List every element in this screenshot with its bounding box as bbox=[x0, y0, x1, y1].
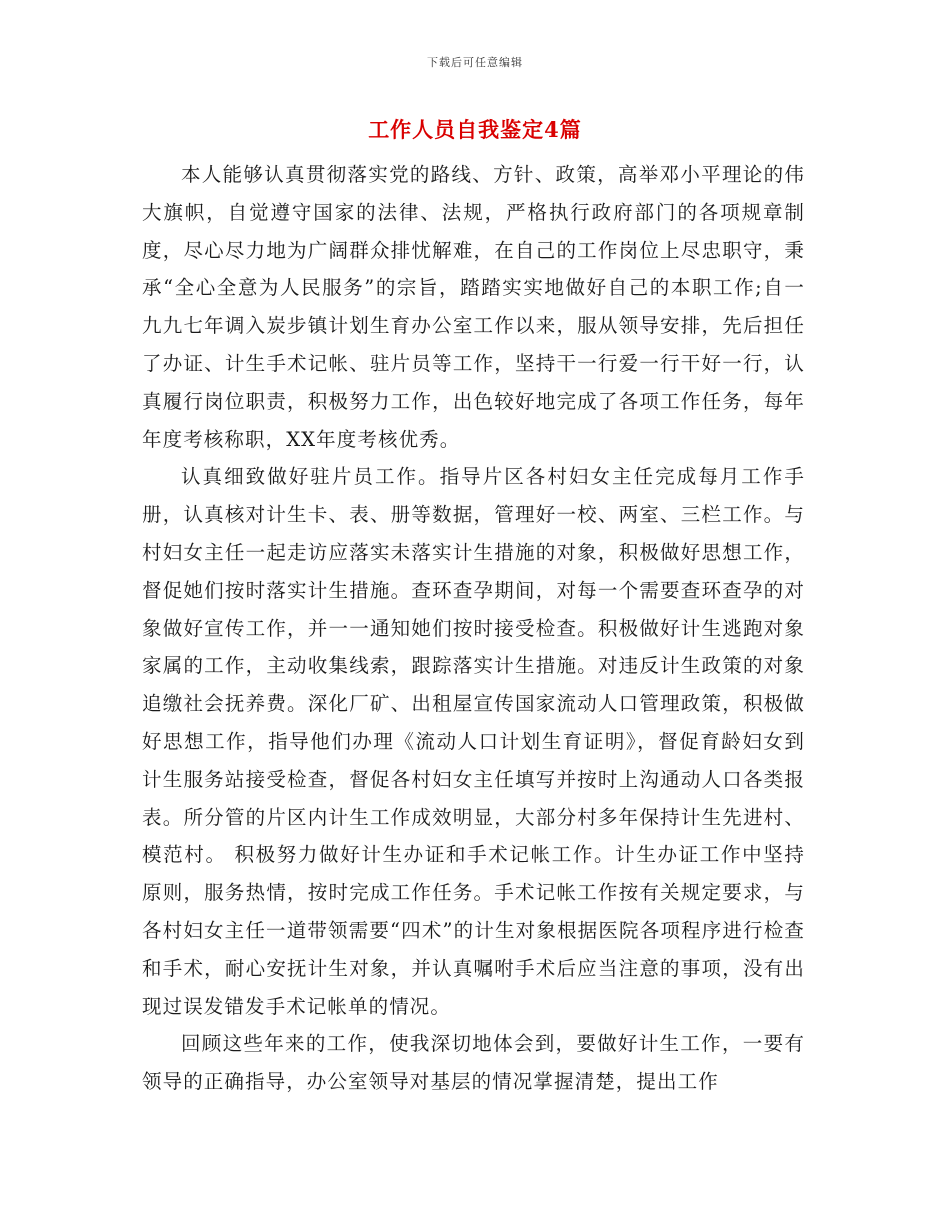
paragraph-1: 本人能够认真贯彻落实党的路线、方针、政策，高举邓小平理论的伟大旗帜，自觉遵守国家的法律、法规，严格执行政府部门的各项规章制度，尽心尽力地为广阔群众排忧解难，在自己的工作岗位上尽忠职守，秉承“全心全意为人民服务”的宗旨，踏踏实实地做好自己的本职工作;自一九九七年调入炭步镇计划生育办公室工作以来，服从领导安排，先后担任了办证、计生手术记帐、驻片员等工作，坚持干一行爱一行干好一行，认真履行岗位职责，积极努力工作，出色较好地完成了各项工作任务，每年年度考核称职，XX年度考核优秀。 bbox=[142, 163, 805, 451]
document-title: 工作人员自我鉴定4篇 bbox=[368, 117, 582, 142]
paragraph-2: 认真细致做好驻片员工作。指导片区各村妇女主任完成每月工作手册，认真核对计生卡、表、册等数据，管理好一校、两室、三栏工作。与村妇女主任一起走访应落实未落实计生措施的对象，积极做好思想工作，督促她们按时落实计生措施。查环查孕期间，对每一个需要查环查孕的对象做好宣传工作，并一一通知她们按时接受检查。积极做好计生逃跑对象家属的工作，主动收集线索，跟踪落实计生措施。对违反计生政策的对象追缴社会抚养费。深化厂矿、出租屋宣传国家流动人口管理政策，积极做好思想工作，指导他们办理《流动人口计划生育证明》，督促育龄妇女到计生服务站接受检查，督促各村妇女主任填写并按时上沟通动人口各类报表。所分管的片区内计生工作成效明显，大部分村多年保持计生先进村、模范村。 积极努力做好计生办证和手术记帐工作。计生办证工作中坚持原则，服务热情，按时完成工作任务。手术记帐工作按有关规定要求，与各村妇女主任一道带领需要“四术”的计生对象根据医院各项程序进行检查和手术，耐心安抚计生对象，并认真嘱咐手术后应当注意的事项，没有出现过误发错发手术记帐单的情况。 bbox=[142, 465, 805, 1018]
page-header-note: 下载后可任意编辑 bbox=[427, 56, 523, 69]
paragraph-3: 回顾这些年来的工作，使我深切地体会到，要做好计生工作，一要有领导的正确指导，办公室领导对基层的情况掌握清楚，提出工作 bbox=[142, 1032, 805, 1094]
document-body bbox=[142, 156, 805, 1101]
